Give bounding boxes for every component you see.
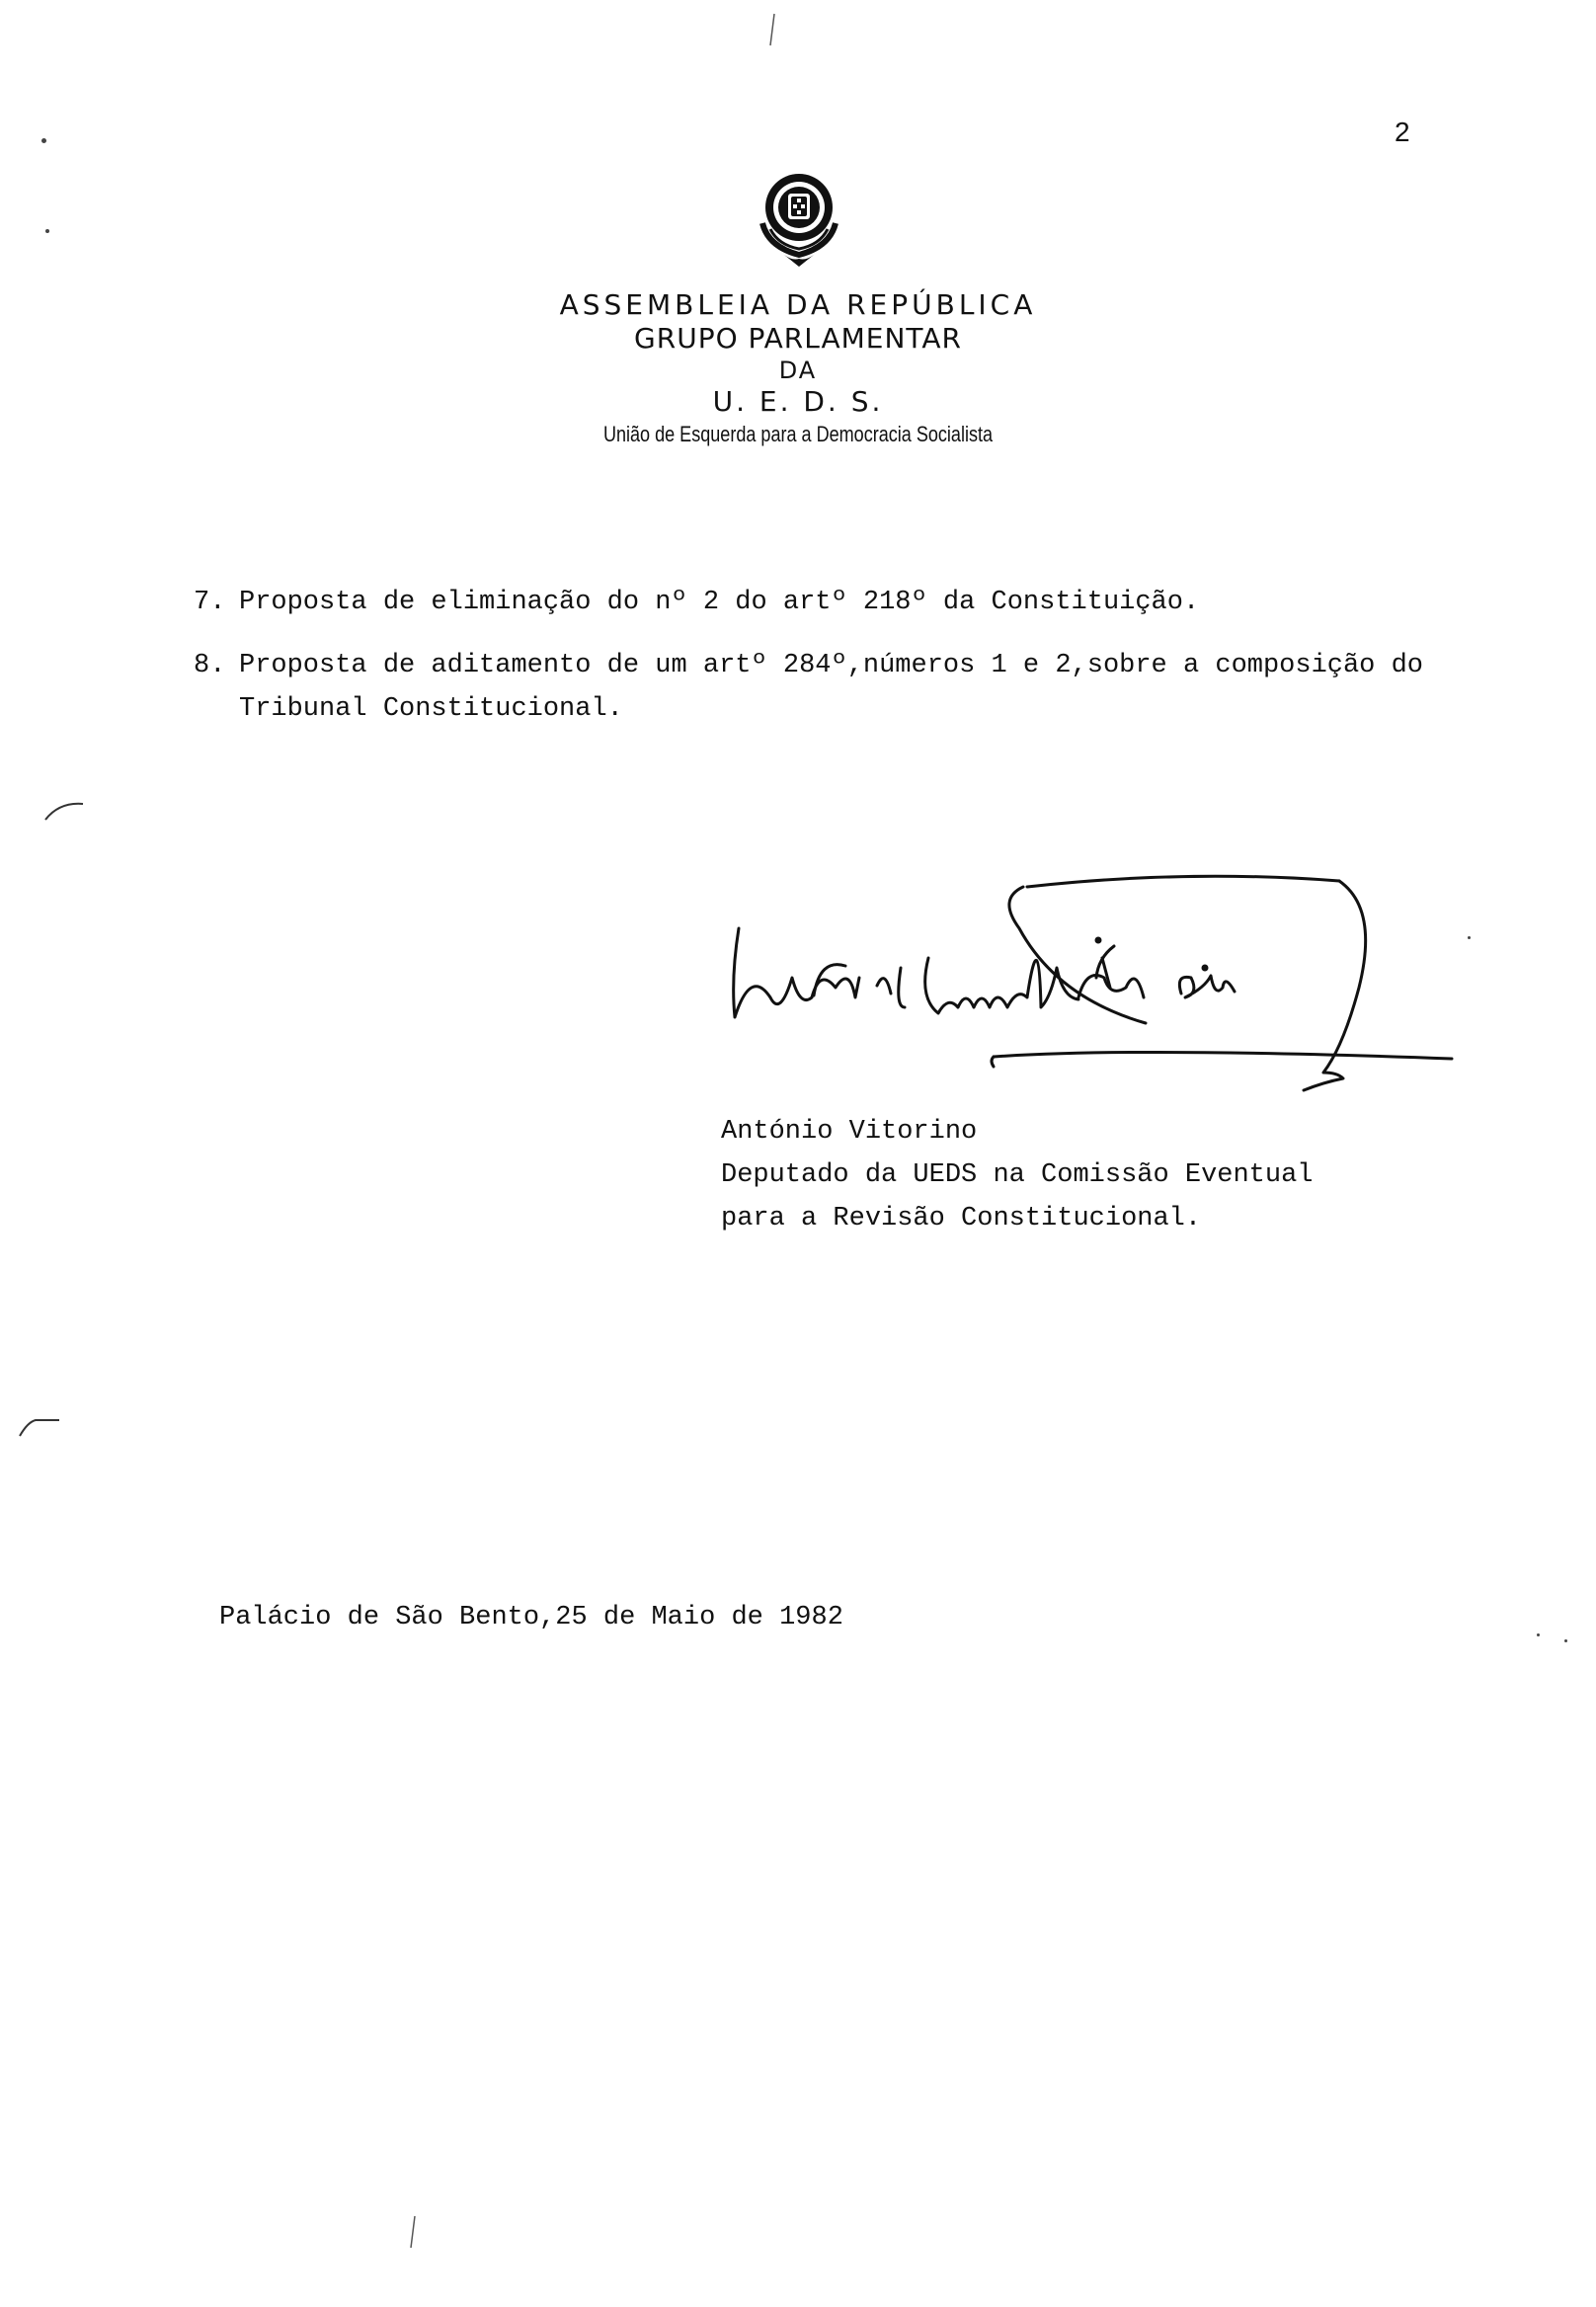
header-da: DA (778, 357, 818, 384)
list-item (194, 581, 1438, 624)
scan-speck (45, 229, 49, 233)
item-text: Proposta de aditamento de um artº 284º,números 1 e 2,sobre a composição do (239, 651, 1423, 680)
item-number: 7. (194, 588, 226, 617)
item-number: 8. (194, 651, 226, 680)
scan-speck (1468, 936, 1471, 939)
scan-mark (14, 1406, 73, 1446)
parliamentary-group-label: GRUPO PARLAMENTAR (634, 322, 962, 355)
item-text-continuation: Tribunal Constitucional. (239, 694, 623, 724)
item-text: Proposta de eliminação do nº 2 do artº 218º da Constituição. (239, 588, 1200, 617)
scan-speck (1537, 1633, 1540, 1636)
scan-speck (1564, 1639, 1567, 1642)
signatory-name: António Vitorino (721, 1117, 978, 1147)
letterhead (403, 288, 1193, 450)
party-abbreviation: U. E. D. S. (712, 385, 884, 418)
signatory-role: Deputado da UEDS na Comissão Eventual (721, 1160, 1314, 1190)
place-and-date: Palácio de São Bento,25 de Maio de 1982 (219, 1603, 843, 1632)
coat-of-arms-emblem (749, 164, 849, 271)
page-number: 2 (1395, 117, 1410, 147)
party-full-name: União de Esquerda para a Democracia Socialista (602, 422, 994, 446)
scan-mark (407, 2212, 419, 2252)
scan-mark (40, 790, 99, 830)
handwritten-signature (711, 849, 1481, 1126)
assembly-name: ASSEMBLEIA DA REPÚBLICA (559, 288, 1037, 321)
scan-speck (41, 138, 46, 143)
signatory-block (721, 1110, 1412, 1240)
list-item (194, 644, 1438, 731)
scan-mark (766, 10, 778, 49)
signatory-role-continuation: para a Revisão Constitucional. (721, 1204, 1202, 1233)
